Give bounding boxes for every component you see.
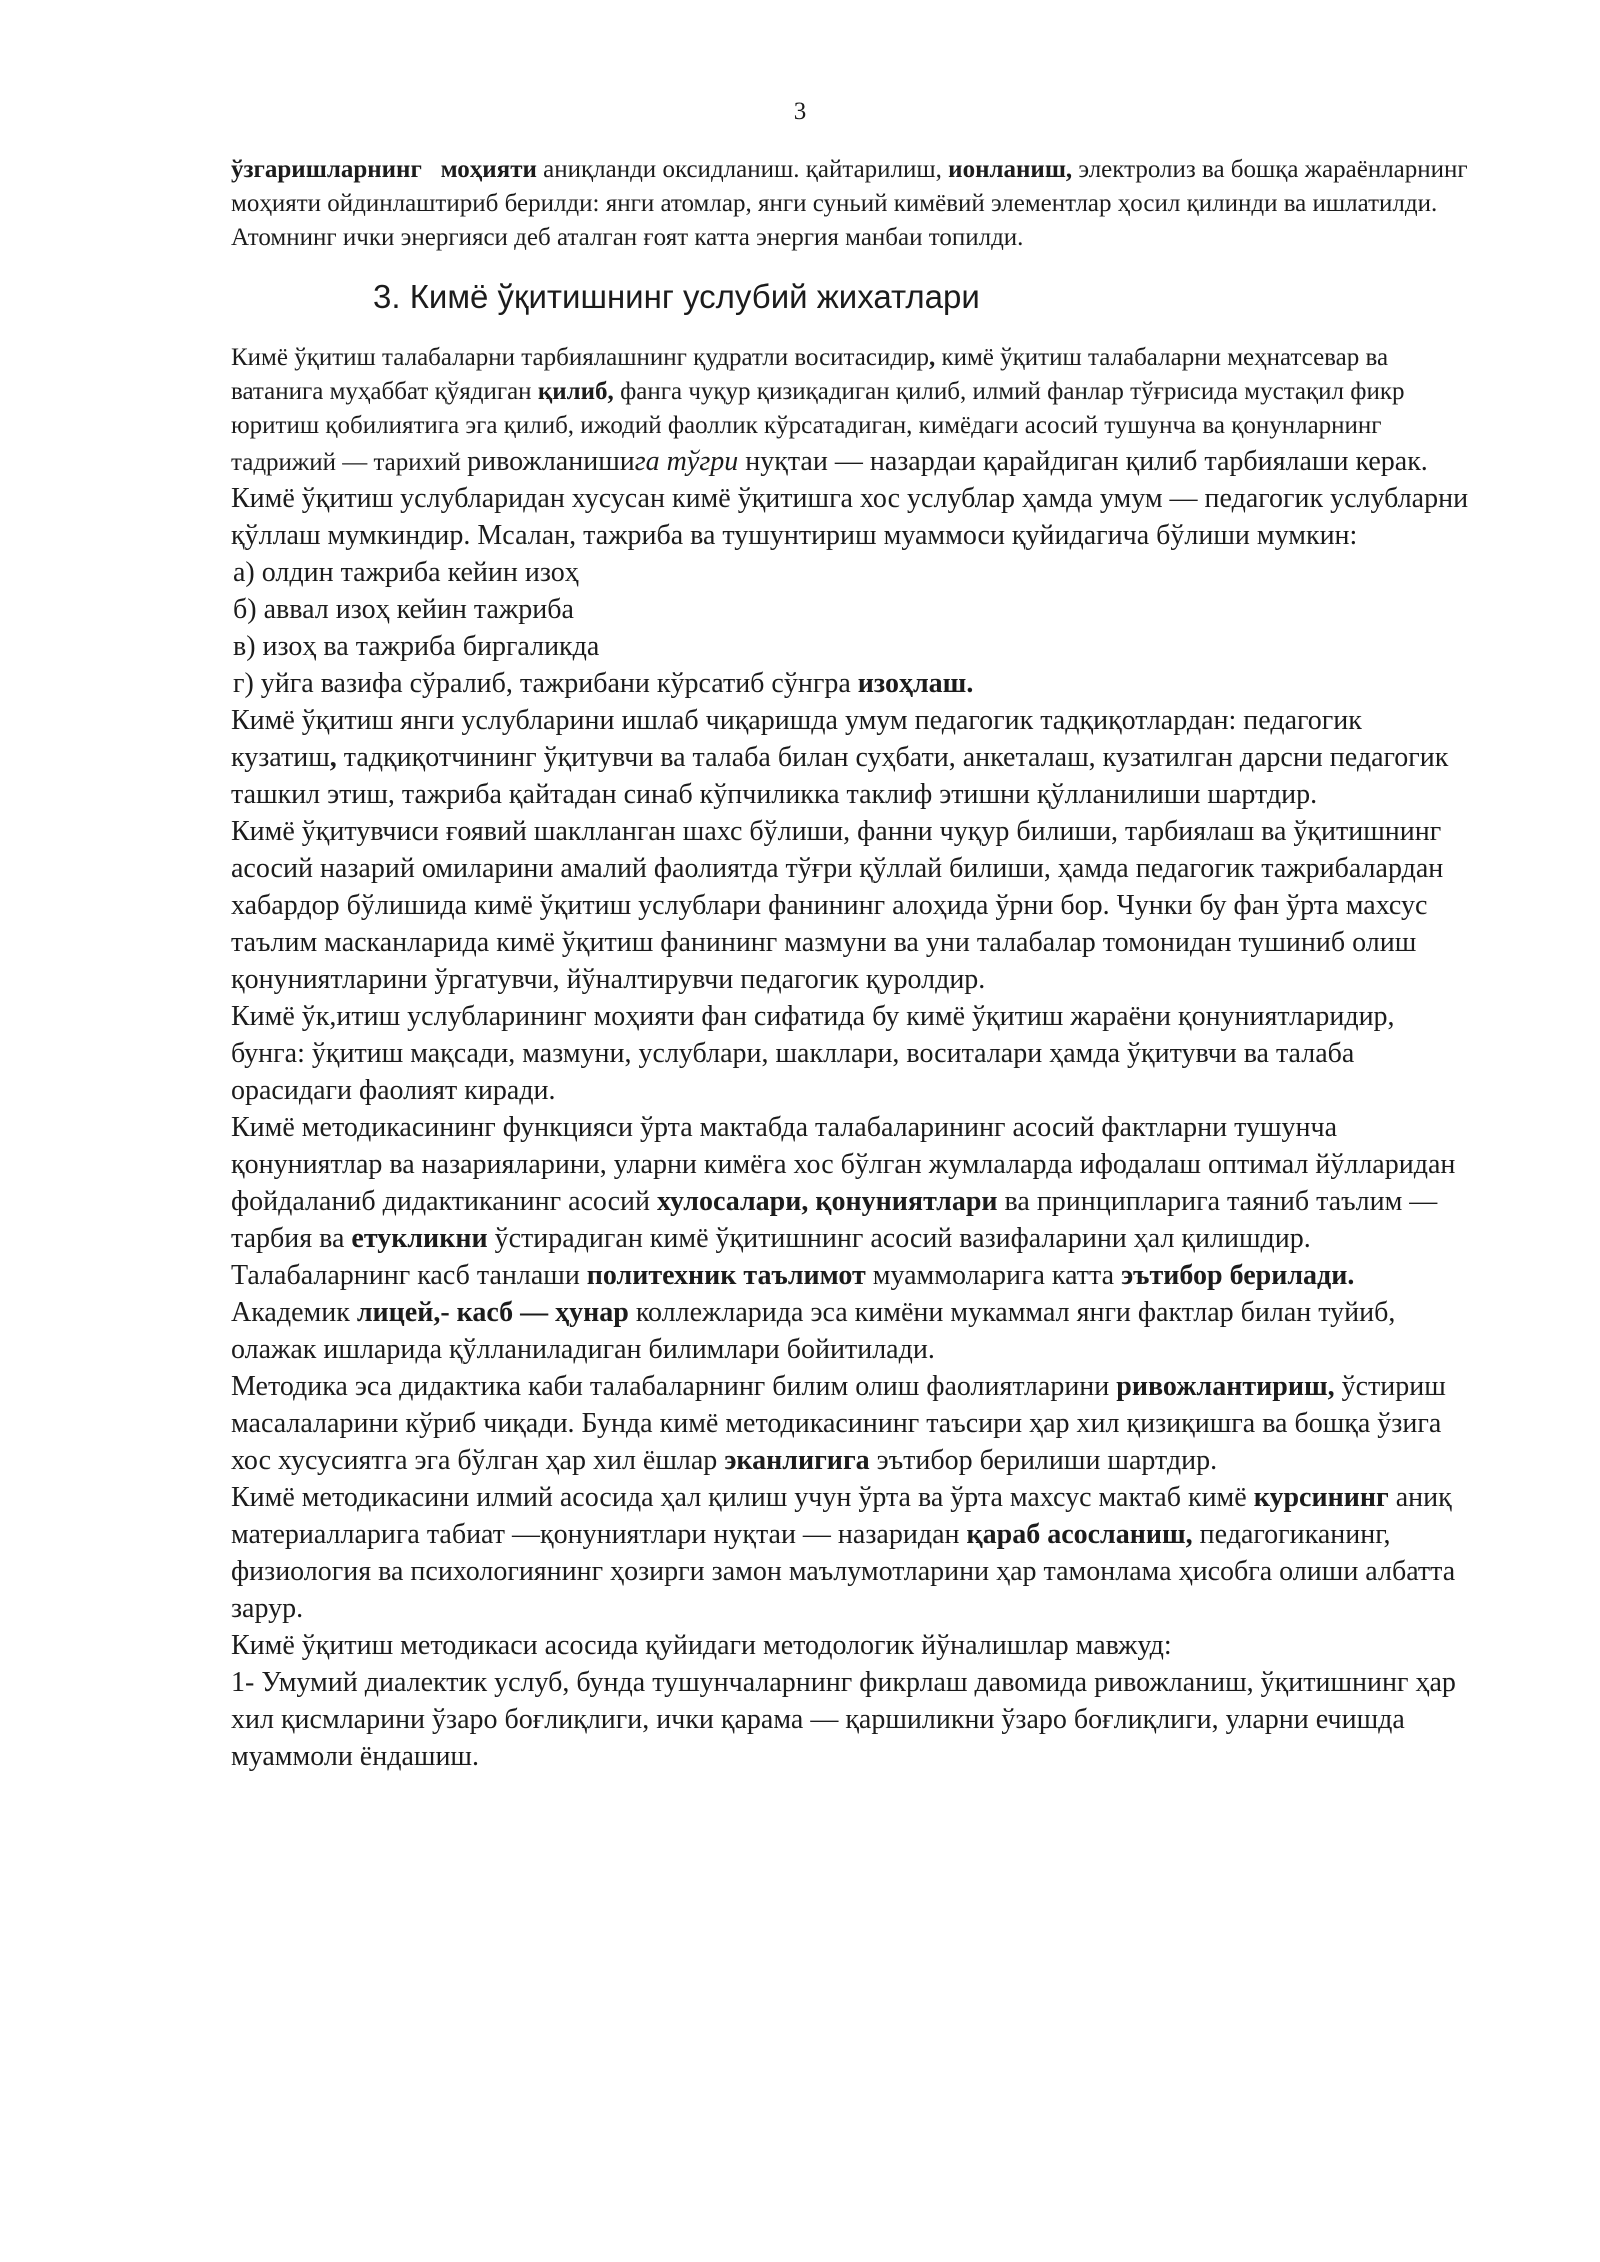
p6-text-7: муаммоларига катта xyxy=(865,1260,1122,1291)
list-item-g xyxy=(231,665,1471,702)
p8-text-5: педагогиканинг, физиология ва психологиянинг ҳозирги замон маълумотларини ҳар тамонлама ҳисобга олиши албатта зарур. xyxy=(231,1519,1456,1624)
intro-text-5: электролиз ва бошқа жараёнларнинг моҳияти ойдинлаштириб берилди: янги атомлар, янги суньий кимёвий элементлар ҳосил қилинди ва ишлатилди. Атомнинг ички энергияси деб аталган ғоят катта энергия манбаи топилди. xyxy=(231,156,1468,251)
intro-bold-1: ўзгаришларнинг xyxy=(231,156,422,183)
section-heading: 3. Кимё ўқитишнинг услубий жихатлари xyxy=(373,278,980,315)
p1-text-3: кимё ўқитиш талабаларни меҳнатсевар ва ватанига муҳаббат қўядиган xyxy=(231,344,1389,405)
paragraph-7 xyxy=(231,1368,1471,1479)
paragraph-9: Кимё ўқитиш методикаси асосида қуйидаги методологик йўналишлар мавжуд: xyxy=(231,1630,1172,1661)
paragraph-2: Кимё ўқитиш услубларидан хусусан кимё ўқитишга хос услублар ҳамда умум — педагогик услубларни қўллаш мумкиндир. Мсалан, тажриба ва тушунтириш муаммоси қуйидагича бўлиши мумкин: xyxy=(231,483,1469,551)
p6-bold-6: политехник таълимот xyxy=(586,1260,866,1291)
p7-text-3: ўстириш масалаларини кўриб чиқади. Бунда кимё методикасининг таъсири ҳар хил қизиқишга ва бошқа ўзига хос хусусиятга эга бўлган ҳар хил ёшлар xyxy=(231,1371,1446,1476)
intro-bold-2: моҳияти xyxy=(440,156,537,183)
p6-text-11: коллежларида эса кимёни мукаммал янги фактлар билан туйиб, олажак ишларида қўлланиладиган билимлари бойитилади. xyxy=(231,1297,1396,1365)
p8-bold-4: қараб асосланиш, xyxy=(966,1519,1193,1550)
list-item-g-text: г) уйга вазифа сўралиб, тажрибани кўрсатиб сўнгра xyxy=(233,668,858,699)
p8-text-1: Кимё методикасини илмий асосида ҳал қилиш учун ўрта ва ўрта махсус мактаб кимё xyxy=(231,1482,1254,1513)
p6-text-3: ва принципларига таяниб таълим —тарбия ва xyxy=(231,1186,1438,1254)
p1-text-5: фанга чуқур қизиқадиган қилиб, илмий фанлар тўғрисида мустақил фикр юритиш қобилиятига эга қилиб, ижодий фаоллик кўрсатадиган, кимёдаги асосий тушунча ва қонунларнинг тадрижий — тарихий xyxy=(231,378,1405,476)
p7-text-5: эътибор берилиши шартдир. xyxy=(869,1445,1218,1476)
paragraph-8 xyxy=(231,1479,1471,1627)
p8-text-3: аниқ материалларига табиат —қонуниятлари нуқтаи — назаридан xyxy=(231,1482,1452,1550)
p3-text-1: Кимё ўқитиш янги услубларини ишлаб чиқаришда умум педагогик тадқиқотлардан: педагогик кузатиш xyxy=(231,705,1362,773)
p6-bold-4: етукликни xyxy=(351,1223,488,1254)
intro-bold-4: ионланиш, xyxy=(948,156,1073,183)
p1-text-8: нуқтаи — назардаи қарайдиган қилиб тарбиялаши керак. xyxy=(738,446,1428,477)
p6-bold-8: эътибор берилади. xyxy=(1121,1260,1355,1291)
p6-bold-2: хулосалари, қонуниятлари xyxy=(657,1186,998,1217)
p3-bold-2: , xyxy=(329,742,337,773)
paragraph-10: 1- Умумий диалектик услуб, бунда тушунчаларнинг фикрлаш давомида ривожланиш, ўқитишнинг ҳар хил қисмларини ўзаро боғлиқлиги, ички қарама — қаршиликни ўзаро боғлиқлиги, уларни ечишда муаммоли ёндашиш. xyxy=(231,1667,1456,1772)
document-body xyxy=(231,153,1471,1775)
p3-text-3: тадқиқотчининг ўқитувчи ва талаба билан суҳбати, анкеталаш, кузатилган дарсни педагогик ташкил этиш, тажриба қайтадан синаб кўпчиликка таклиф этишни қўлланилиши шартдир. xyxy=(231,742,1449,810)
intro-paragraph xyxy=(231,153,1471,255)
page-number: 3 xyxy=(793,98,807,125)
paragraph-4: Кимё ўқитувчиси ғоявий шаклланган шахс бўлиши, фанни чуқур билиши, тарбиялаш ва ўқитишнинг асосий назарий омиларини амалий фаолиятда тўғри қўллай билиши, ҳамда педагогик тажрибалардан хабардор бўлишида кимё ўқитиш услублари фанининг алоҳида ўрни бор. Чунки бу фан ўрта махсус таълим масканларида кимё ўқитиш фанининг мазмуни ва уни талабалар томонидан тушиниб олиш қонуниятларини ўргатувчи, йўналтирувчи педагогик қуролдир. xyxy=(231,816,1444,995)
list-item-a: а) олдин тажриба кейин изоҳ xyxy=(233,557,579,588)
p6-text-5: ўстирадиган кимё ўқитишнинг асосий вазифаларини ҳал қилишдир. Талабаларнинг касб танлаши xyxy=(231,1223,1311,1291)
list-item-g-bold: изоҳлаш. xyxy=(857,668,974,699)
p6-text-1: Кимё методикасининг функцияси ўрта мактабда талабаларининг асосий фактларни тушунча қонуниятлар ва назарияларини, уларни кимёга хос бўлган жумлаларда ифодалаш оптимал йўлларидан фойдаланиб дидактиканинг асосий xyxy=(231,1112,1456,1217)
p7-text-1: Методика эса дидактика каби талабаларнинг билим олиш фаолиятларини xyxy=(231,1371,1117,1402)
list-item-v: в) изоҳ ва тажриба биргаликда xyxy=(233,631,600,662)
paragraph-6 xyxy=(231,1109,1471,1368)
p8-bold-2: курсининг xyxy=(1253,1482,1389,1513)
p1-italic-7: га тўгри xyxy=(634,446,739,477)
p1-text-6: ривожланиши xyxy=(467,446,635,477)
p1-text-1: Кимё ўқитиш талабаларни тарбиялашнинг қудратли воситасидир xyxy=(231,344,929,371)
p7-bold-4: эканлигига xyxy=(724,1445,870,1476)
paragraph-3 xyxy=(231,702,1471,813)
p1-bold-4: қилиб, xyxy=(537,378,614,405)
paragraph-5: Кимё ўк,итиш услубларининг моҳияти фан сифатида бу кимё ўқитиш жараёни қонуниятларидир, бунга: ўқитиш мақсади, мазмуни, услублари, шакллари, воситалари ҳамда ўқитувчи ва талаба орасидаги фаолият киради. xyxy=(231,1001,1395,1106)
intro-text-3: аниқланди оксидланиш. қайтарилиш, xyxy=(536,156,949,183)
p6-text-9: Академик xyxy=(231,1297,357,1328)
p1-bold-2: , xyxy=(928,344,936,371)
paragraph-1 xyxy=(231,341,1471,480)
p6-bold-10: лицей,- касб — ҳунар xyxy=(356,1297,629,1328)
p7-bold-2: ривожлантириш, xyxy=(1116,1371,1335,1402)
list-item-b: б) аввал изоҳ кейин тажриба xyxy=(233,594,574,625)
